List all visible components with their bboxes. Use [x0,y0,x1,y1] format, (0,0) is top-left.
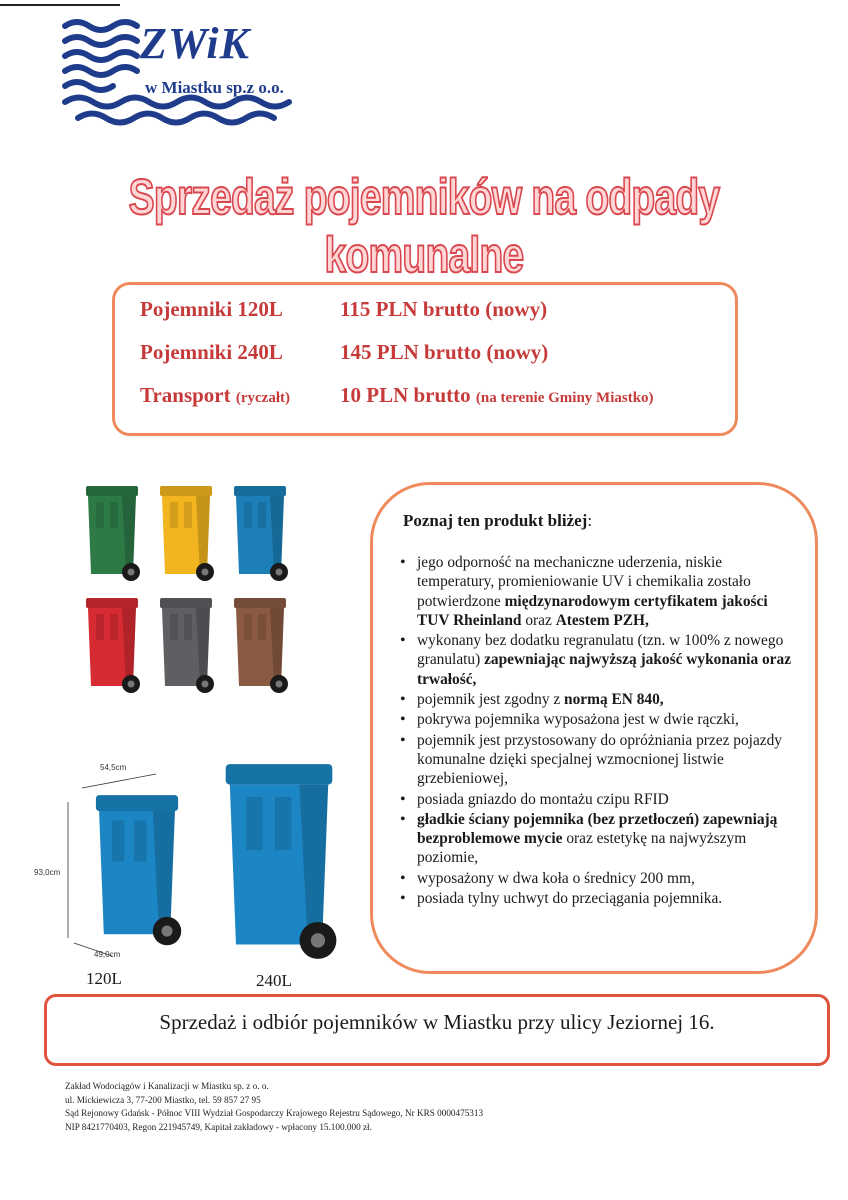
caption-240l: 240L [256,971,292,990]
bin-240l-blue [204,760,354,965]
price-value: 10 PLN brutto (na terenie Gminy Miastko) [340,383,654,407]
top-rule [0,4,120,6]
list-item: • posiada gniazdo do montażu czipu RFID [397,790,797,809]
list-item: • pokrywa pojemnika wyposażona jest w dwie rączki, [397,710,797,729]
dimension-height: 93,0cm [34,868,61,877]
page-headline: Sprzedaż pojemników na odpady komunalne [128,169,720,283]
list-item: • posiada tylny uchwyt do przeciągania pojemnika. [397,889,797,908]
price-value: 145 PLN brutto (nowy) [340,340,549,364]
footer-line: Sąd Rejonowy Gdańsk - Północ VIII Wydział Gospodarczy Krajowego Rejestru Sądowego, Nr KRS 0000475313 [65,1108,484,1118]
footer-line: Zakład Wodociągów i Kanalizacji w Miastku sp. z o. o. [65,1081,269,1091]
list-item: • wyposażony w dwa koła o średnicy 200 mm, [397,869,797,888]
price-value: 115 PLN brutto (nowy) [340,297,548,321]
bin-grey [152,596,220,696]
list-item: • pojemnik jest przystosowany do opróżniania przez pojazdy komunalne dzięki specjalnej wzmocnionej listwie grzebieniowej, [397,731,797,789]
price-label: Transport (ryczałt) [140,383,291,407]
price-label: Pojemniki 120L [140,297,283,321]
logo-subtitle: w Miastku sp.z o.o. [145,78,284,97]
bin-green [78,484,146,584]
bin-brown [226,596,294,696]
list-item: • gładkie ściany pojemnika (bez przetłoczeń) zapewniają bezproblemowe mycie oraz estetykę na najwyższym poziomie, [397,810,797,868]
dimension-depth: 49,0cm [94,950,121,959]
location-text: Sprzedaż i odbiór pojemników w Miastku przy ulicy Jeziornej 16. [159,1010,715,1034]
logo-title: ZWiK [140,19,250,68]
dimension-width: 54,5cm [100,763,127,772]
bin-blue [226,484,294,584]
info-title: Poznaj ten produkt bliżej: [403,511,593,530]
list-item: • jego odporność na mechaniczne uderzenia, niskie temperatury, promieniowanie UV i chemikalia zostało potwierdzone międzynarodowym certyfikatem jakości TUV Rheinland oraz Atestem PZH, [397,553,797,630]
bin-yellow [152,484,220,584]
feature-list [397,553,797,909]
footer-line: NIP 8421770403, Regon 221945749, Kapitał zakładowy - wpłacony 15.100.000 zł. [65,1121,372,1132]
price-label: Pojemniki 240L [140,340,283,364]
price-box [112,282,738,436]
dimension-lines [60,760,210,970]
list-item: • pojemnik jest zgodny z normą EN 840, [397,690,797,709]
bin-red [78,596,146,696]
company-footer [65,1080,483,1134]
list-item: • wykonany bez dodatku regranulatu (tzn. w 100% z nowego granulatu) zapewniając najwyższą jakość wykonania oraz trwałość, [397,631,797,689]
footer-line: ul. Mickiewicza 3, 77-200 Miastko, tel. 59 857 27 95 [65,1094,261,1105]
caption-120l: 120L [86,969,122,988]
